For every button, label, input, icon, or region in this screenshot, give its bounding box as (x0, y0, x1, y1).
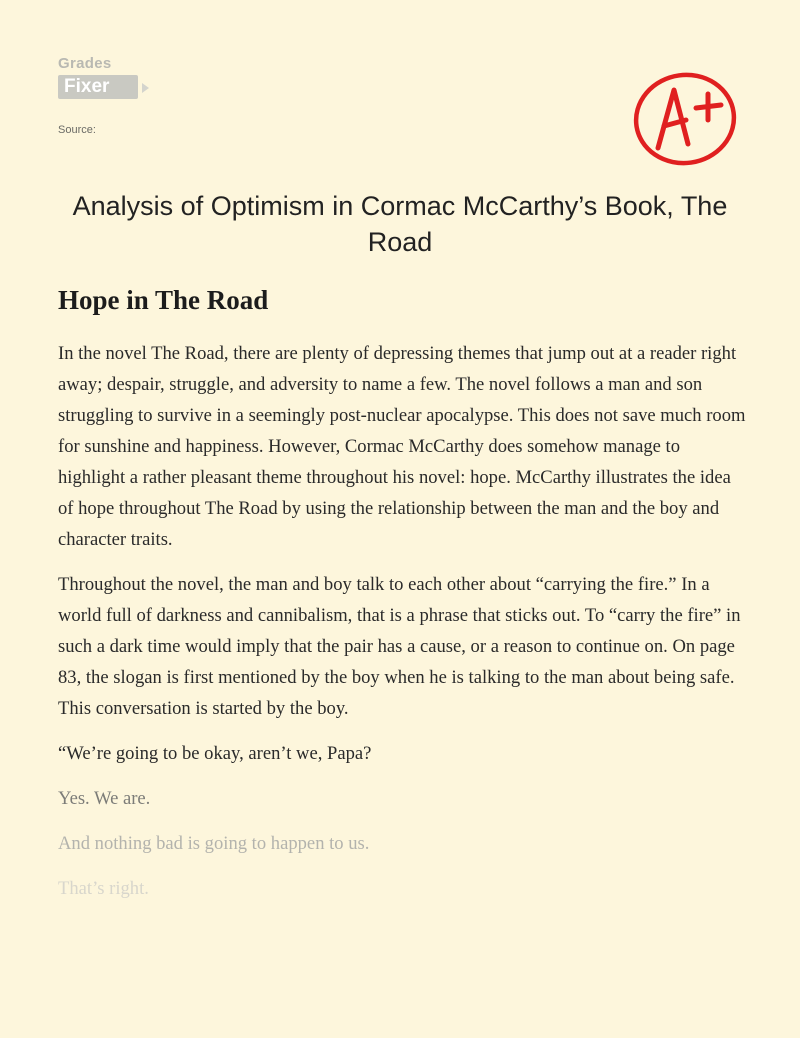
gradesfixer-logo[interactable] (58, 56, 158, 104)
quote-line: That’s right. (58, 878, 149, 899)
logo-arrow-icon (142, 83, 149, 93)
quote-line: Yes. We are. (58, 788, 151, 809)
logo-text-top: Grades (58, 55, 112, 72)
logo-text-bottom: Fixer (64, 76, 110, 97)
quote-line: “We’re going to be okay, aren’t we, Papa? (58, 743, 372, 764)
essay-body (58, 338, 748, 918)
logo-box (58, 75, 138, 99)
essay-title: Analysis of Optimism in Cormac McCarthy’s Book, The Road (72, 191, 728, 257)
source-label: Source: (58, 124, 96, 136)
paragraph: In the novel The Road, there are plenty of depressing themes that jump out at a reader right away; despair, struggle, and adversity to name a few. The novel follows a man and son struggling to survive in a seemingly post-nuclear apocalypse. This does not save much room for sunshine and happiness. However, Cormac McCarthy does somehow manage to highlight a rather pleasant theme throughout his novel: hope. McCarthy illustrates the idea of hope throughout The Road by using the relationship between the man and the boy and character traits. (58, 343, 746, 550)
quote-line: And nothing bad is going to happen to us. (58, 833, 370, 854)
a-plus-grade-icon (628, 68, 746, 170)
section-heading: Hope in The Road (58, 285, 269, 315)
paragraph: Throughout the novel, the man and boy talk to each other about “carrying the fire.” In a world full of darkness and cannibalism, that is a phrase that sticks out. To “carry the fire” in such a dark time would imply that the pair has a cause, or a reason to continue on. On page 83, the slogan is first mentioned by the boy when he is talking to the man about being safe. This conversation is started by the boy. (58, 574, 741, 719)
